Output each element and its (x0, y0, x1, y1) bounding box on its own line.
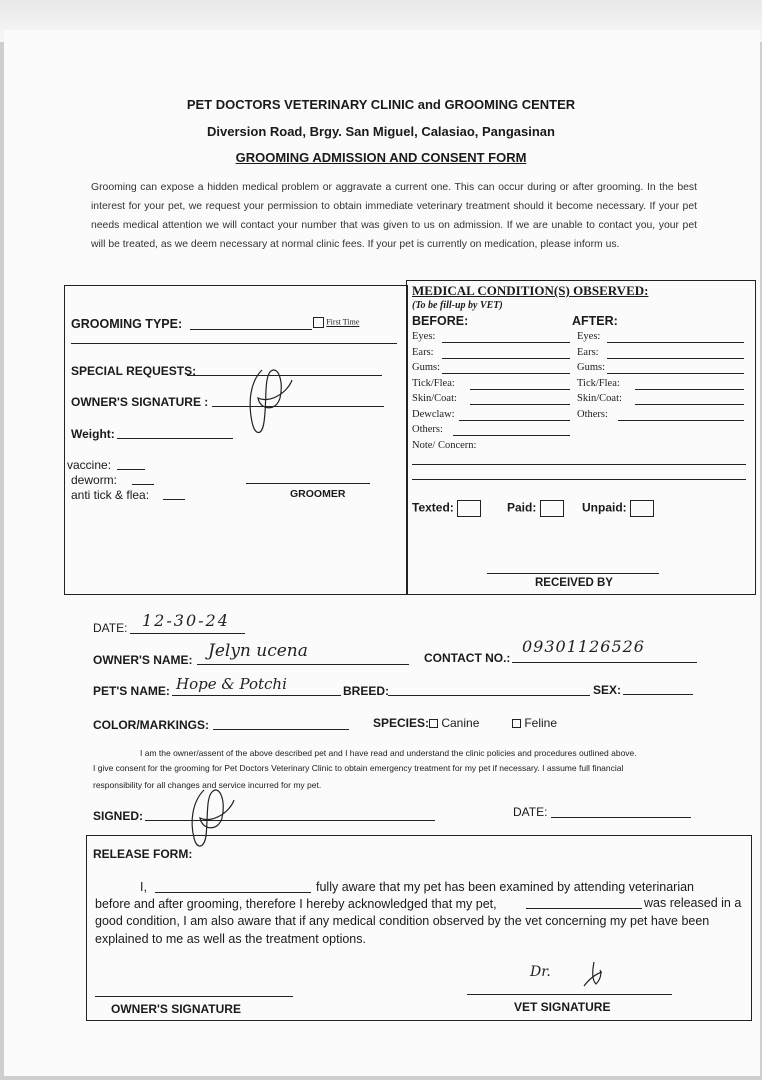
consent-date-line[interactable] (551, 817, 691, 818)
date-label: DATE: (93, 621, 128, 635)
texted-option[interactable] (412, 500, 481, 517)
first-time-checkbox[interactable] (313, 317, 324, 328)
release-text-a: fully aware that my pet has been examined by attending veterinarian (316, 880, 695, 894)
feline-checkbox[interactable] (512, 719, 521, 728)
before_items-line-0[interactable] (442, 342, 570, 343)
paid-option[interactable] (507, 500, 564, 517)
pet-name-value: Hope & Potchi (176, 675, 287, 693)
clinic-name: PET DOCTORS VETERINARY CLINIC and GROOMING CENTER (186, 97, 576, 112)
release-name-line[interactable] (155, 892, 311, 893)
before_items-label-4: Skin/Coat: (412, 393, 457, 404)
consent-line-2: I give consent for the grooming for Pet Doctors Veterinary Clinic to obtain emergency treatment for my pet if necessary. I assume full financial (93, 763, 624, 773)
release-i: I, (140, 880, 147, 894)
before_items-label-2: Gums: (412, 362, 441, 373)
release-text-e: explained to me as well as the treatment options. (95, 932, 366, 946)
first-time-label: First Time (326, 317, 360, 327)
pet-name-line[interactable] (172, 695, 341, 696)
before_items-line-5[interactable] (459, 420, 570, 421)
unpaid-label: Unpaid: (582, 500, 627, 515)
release-text-d: good condition, I am also aware that if any medical condition observed by the vet concerning my pet have been (95, 914, 710, 928)
note-concern-label: Note/ Concern: (412, 440, 477, 451)
contact-label: CONTACT NO.: (424, 651, 511, 665)
medical-title: MEDICAL CONDITION(S) OBSERVED: (412, 283, 649, 298)
anti-tick-label: anti tick & flea: (71, 488, 150, 502)
before_items-line-6[interactable] (453, 435, 570, 436)
release-pet-line[interactable] (526, 908, 642, 909)
after_items-label-2: Gums: (577, 362, 606, 373)
after_items-label-3: Tick/Flea: (577, 377, 620, 389)
consent-date-label: DATE: (513, 805, 548, 819)
consent-line-3: responsibility for all changes and service incurred for my pet. (93, 780, 322, 790)
species-label: SPECIES: (373, 716, 430, 730)
after_items-line-4[interactable] (635, 404, 744, 405)
groomer-label: GROOMER (290, 488, 346, 500)
form-title: GROOMING ADMISSION AND CONSENT FORM (235, 150, 527, 165)
feline-label: Feline (524, 716, 558, 730)
date-line[interactable] (130, 633, 245, 634)
note-line-1[interactable] (412, 464, 746, 465)
vet-signature-line[interactable] (467, 994, 672, 995)
contact-line[interactable] (512, 662, 697, 663)
owner-name-value: Jelyn ucena (208, 641, 308, 661)
breed-label: BREED: (343, 684, 390, 698)
after-heading: AFTER: (572, 314, 618, 328)
owner-signature-mark (240, 362, 300, 442)
groomer-line[interactable] (246, 483, 370, 484)
vet-signature-mark (580, 958, 610, 990)
owner-name-line[interactable] (197, 664, 409, 665)
before_items-line-2[interactable] (442, 373, 570, 374)
after_items-label-5: Others: (577, 408, 608, 420)
canine-label: Canine (441, 716, 480, 730)
special-requests-label: SPECIAL REQUESTS: (71, 364, 197, 378)
after_items-label-4: Skin/Coat: (577, 393, 622, 404)
release-owner-signature-label: OWNER'S SIGNATURE (111, 1002, 241, 1016)
medical-subtitle: (To be fill-up by VET) (412, 300, 503, 311)
canine-option[interactable] (429, 716, 479, 730)
before_items-label-6: Others: (412, 424, 443, 435)
deworm-line[interactable] (132, 484, 154, 485)
color-markings-label: COLOR/MARKINGS: (93, 718, 209, 732)
vet-initial: Dr. (530, 964, 551, 980)
color-markings-line[interactable] (213, 729, 349, 730)
texted-checkbox[interactable] (457, 500, 481, 517)
before_items-line-3[interactable] (470, 389, 570, 390)
before_items-line-4[interactable] (470, 404, 570, 405)
sex-label: SEX: (593, 683, 622, 697)
paid-checkbox[interactable] (540, 500, 564, 517)
before_items-label-0: Eyes: (412, 331, 436, 342)
paid-label: Paid: (507, 500, 537, 515)
vaccine-label: vaccine: (67, 458, 112, 472)
pet-name-label: PET'S NAME: (93, 684, 170, 698)
breed-line[interactable] (388, 695, 590, 696)
clinic-address: Diversion Road, Brgy. San Miguel, Calasiao, Pangasinan (207, 124, 555, 139)
unpaid-option[interactable] (582, 500, 654, 517)
first-time-option[interactable] (313, 317, 359, 328)
owner-signature-release-line[interactable] (95, 996, 293, 997)
release-title: RELEASE FORM: (93, 847, 193, 861)
received-by-label: RECEIVED BY (535, 577, 613, 589)
weight-label: Weight: (71, 427, 115, 441)
before_items-label-1: Ears: (412, 346, 434, 358)
after_items-line-2[interactable] (607, 373, 744, 374)
texted-label: Texted: (412, 500, 454, 515)
intro-paragraph: Grooming can expose a hidden medical problem or aggravate a current one. This can occur during or after grooming. In the best interest for your pet, we request your permission to obtain immediate veterinary treatment should it become necessary. If your pet needs medical attention we will contact your number that was given to us on admission. If we are unable to contact you, your pet will be treated, as we deem necessary at normal clinic fees. If your pet is currently on medication, please inform us. (91, 182, 697, 250)
before-heading: BEFORE: (412, 314, 469, 328)
before_items-label-3: Tick/Flea: (412, 377, 455, 389)
feline-option[interactable] (512, 716, 557, 730)
signed-label: SIGNED: (93, 809, 144, 823)
deworm-label: deworm: (71, 473, 118, 487)
after_items-line-0[interactable] (607, 342, 744, 343)
note-line-2[interactable] (412, 479, 746, 480)
date-value: 12-30-24 (142, 611, 230, 630)
grooming-type-label: GROOMING TYPE: (71, 317, 183, 331)
grooming-type-line[interactable] (190, 329, 312, 330)
after_items-line-5[interactable] (618, 420, 744, 421)
grooming-type-line-2[interactable] (71, 343, 397, 344)
after_items-line-3[interactable] (635, 389, 744, 390)
sex-line[interactable] (623, 694, 693, 695)
unpaid-checkbox[interactable] (630, 500, 654, 517)
owner-name-label: OWNER'S NAME: (93, 653, 193, 667)
consent-line-1: I am the owner/assent of the above described pet and I have read and understand the clinic policies and procedures outlined above. (140, 748, 637, 758)
before_items-line-1[interactable] (442, 358, 570, 359)
owner-signature-label: OWNER'S SIGNATURE : (71, 395, 209, 409)
anti-tick-line[interactable] (163, 499, 185, 500)
after_items-label-1: Ears: (577, 346, 599, 358)
after_items-line-1[interactable] (607, 358, 744, 359)
release-text-c: was released in a (644, 896, 742, 910)
grooming-panel (64, 285, 408, 595)
release-text-b: before and after grooming, therefore I hereby acknowledged that my pet, (95, 897, 497, 911)
contact-value: 09301126526 (522, 637, 645, 656)
canine-checkbox[interactable] (429, 719, 438, 728)
received-by-line[interactable] (487, 573, 659, 574)
release-vet-signature-label: VET SIGNATURE (514, 1000, 611, 1014)
weight-line[interactable] (117, 438, 233, 439)
after_items-label-0: Eyes: (577, 331, 601, 342)
before_items-label-5: Dewclaw: (412, 408, 455, 420)
vaccine-line[interactable] (117, 469, 145, 470)
